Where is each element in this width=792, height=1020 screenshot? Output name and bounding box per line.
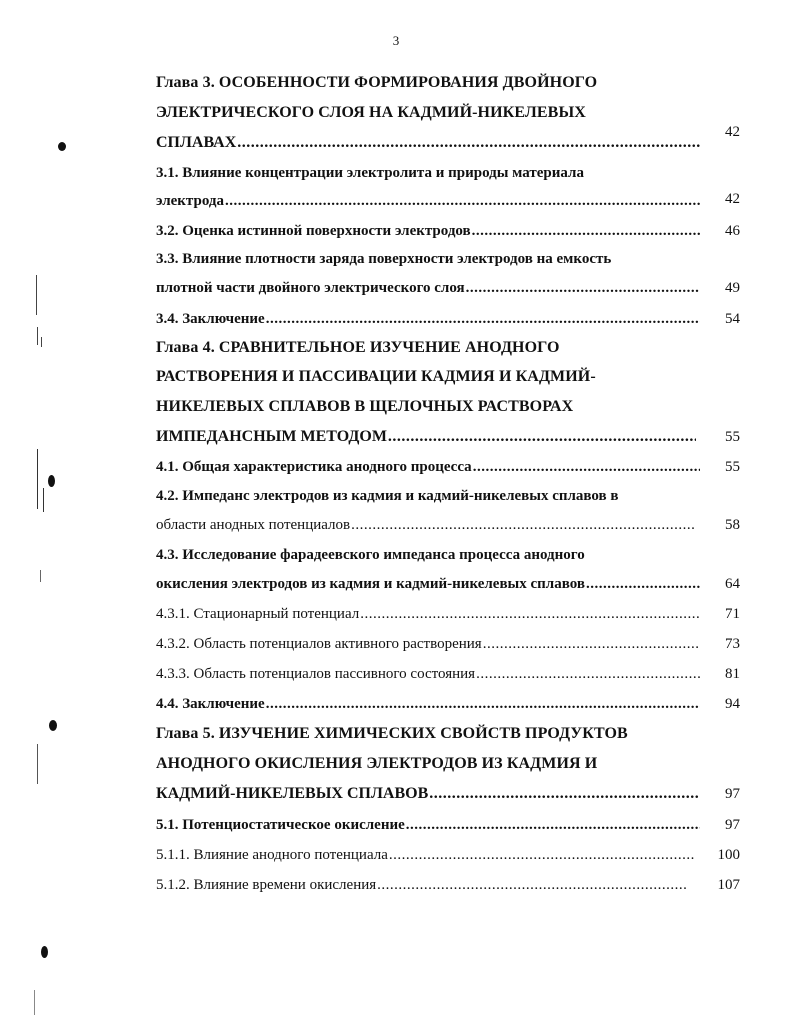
dot-leader: [472, 221, 700, 241]
dot-leader: [476, 664, 700, 684]
entry-leader-line: [156, 815, 700, 835]
entry-line: 3.4. Заключение: [156, 311, 265, 327]
entry-leader-line: [156, 427, 696, 447]
entry-line: АНОДНОГО ОКИСЛЕНИЯ ЭЛЕКТРОДОВ ИЗ КАДМИЯ И: [156, 755, 598, 772]
entry-leader-line: [156, 634, 700, 654]
entry-page: 55: [725, 459, 740, 475]
entry-line: КАДМИЙ-НИКЕЛЕВЫХ СПЛАВОВ: [156, 785, 429, 802]
entry-line: 5.1.1. Влияние анодного потенциала: [156, 847, 388, 863]
entry-leader-line: [156, 221, 700, 241]
entry-leader-line: [156, 133, 700, 153]
entry-line: 3.2. Оценка истинной поверхности электродов: [156, 223, 471, 239]
entry-page: 64: [725, 576, 740, 592]
entry-line: электрода: [156, 193, 224, 209]
dot-leader: [388, 427, 696, 447]
entry-page: 49: [725, 280, 740, 296]
binding-hole-mark: [41, 946, 48, 958]
entry-page: 100: [717, 847, 740, 863]
entry-line: 4.4. Заключение: [156, 696, 265, 712]
entry-page: 81: [725, 666, 740, 682]
entry-line: НИКЕЛЕВЫХ СПЛАВОВ В ЩЕЛОЧНЫХ РАСТВОРАХ: [156, 398, 574, 415]
entry-line: Глава 5. ИЗУЧЕНИЕ ХИМИЧЕСКИХ СВОЙСТВ ПРОДУКТОВ: [156, 725, 628, 742]
margin-scan-line: [37, 327, 38, 345]
binding-hole-mark: [58, 142, 66, 151]
entry-leader-line: [156, 875, 688, 895]
margin-scan-line: [40, 570, 41, 582]
dot-leader: [466, 278, 700, 298]
margin-scan-line: [43, 488, 44, 512]
dot-leader: [429, 784, 700, 804]
dot-leader: [225, 191, 700, 211]
margin-scan-line: [37, 449, 38, 509]
entry-leader-line: [156, 309, 700, 329]
entry-leader-line: [156, 604, 700, 624]
entry-leader-line: [156, 845, 694, 865]
dot-leader: [483, 634, 700, 654]
entry-line: Глава 4. СРАВНИТЕЛЬНОЕ ИЗУЧЕНИЕ АНОДНОГО: [156, 339, 560, 356]
dot-leader: [389, 845, 694, 865]
entry-line: окисления электродов из кадмия и кадмий-никелевых сплавов: [156, 576, 585, 592]
entry-leader-line: [156, 664, 700, 684]
entry-page: 97: [725, 786, 740, 802]
entry-line: 4.3.2. Область потенциалов активного растворения: [156, 636, 482, 652]
entry-leader-line: [156, 574, 700, 594]
entry-line: 4.1. Общая характеристика анодного процесса: [156, 459, 472, 475]
dot-leader: [351, 515, 696, 535]
entry-line: 4.3.3. Область потенциалов пассивного состояния: [156, 666, 476, 682]
entry-page: 73: [725, 636, 740, 652]
margin-scan-line: [41, 337, 42, 347]
entry-page: 55: [725, 429, 740, 445]
entry-line: плотной части двойного электрического слоя: [156, 280, 465, 296]
entry-line: 3.1. Влияние концентрации электролита и природы материала: [156, 165, 584, 181]
entry-page: 107: [717, 877, 740, 893]
entry-page: 46: [725, 223, 740, 239]
entry-leader-line: [156, 278, 700, 298]
dot-leader: [266, 694, 700, 714]
dot-leader: [360, 604, 700, 624]
entry-line: ЭЛЕКТРИЧЕСКОГО СЛОЯ НА КАДМИЙ-НИКЕЛЕВЫХ: [156, 104, 586, 121]
entry-line: Глава 3. ОСОБЕННОСТИ ФОРМИРОВАНИЯ ДВОЙНОГО: [156, 74, 598, 91]
entry-page: 58: [725, 517, 740, 533]
entry-page: 42: [725, 191, 740, 207]
entry-line: 4.2. Импеданс электродов из кадмия и кадмий-никелевых сплавов в: [156, 488, 619, 504]
entry-leader-line: [156, 694, 700, 714]
dot-leader: [237, 133, 700, 153]
margin-scan-line: [36, 275, 37, 315]
dot-leader: [473, 457, 700, 477]
entry-line: 5.1.2. Влияние времени окисления: [156, 877, 377, 893]
binding-hole-mark: [49, 720, 57, 731]
entry-leader-line: [156, 457, 700, 477]
dot-leader: [406, 815, 700, 835]
entry-page: 54: [725, 311, 740, 327]
dot-leader: [377, 875, 688, 895]
dot-leader: [586, 574, 700, 594]
entry-line: области анодных потенциалов: [156, 517, 351, 533]
entry-line: ИМПЕДАНСНЫМ МЕТОДОМ: [156, 428, 387, 445]
entry-line: 4.3.1. Стационарный потенциал: [156, 606, 360, 622]
entry-line: РАСТВОРЕНИЯ И ПАССИВАЦИИ КАДМИЯ И КАДМИЙ-: [156, 368, 596, 385]
margin-scan-line: [34, 990, 35, 1015]
entry-leader-line: [156, 191, 700, 211]
entry-line: 5.1. Потенциостатическое окисление: [156, 817, 405, 833]
entry-page: 94: [725, 696, 740, 712]
entry-page: 71: [725, 606, 740, 622]
entry-leader-line: [156, 515, 696, 535]
margin-scan-line: [37, 744, 38, 784]
dot-leader: [266, 309, 700, 329]
entry-leader-line: [156, 784, 700, 804]
page-number: 3: [392, 33, 400, 48]
entry-line: 4.3. Исследование фарадеевского импеданса процесса анодного: [156, 547, 585, 563]
entry-line: 3.3. Влияние плотности заряда поверхности электродов на емкость: [156, 251, 612, 267]
entry-page: 97: [725, 817, 740, 833]
binding-hole-mark: [48, 475, 55, 487]
entry-line: СПЛАВАХ: [156, 134, 237, 151]
entry-page: 42: [725, 124, 740, 140]
